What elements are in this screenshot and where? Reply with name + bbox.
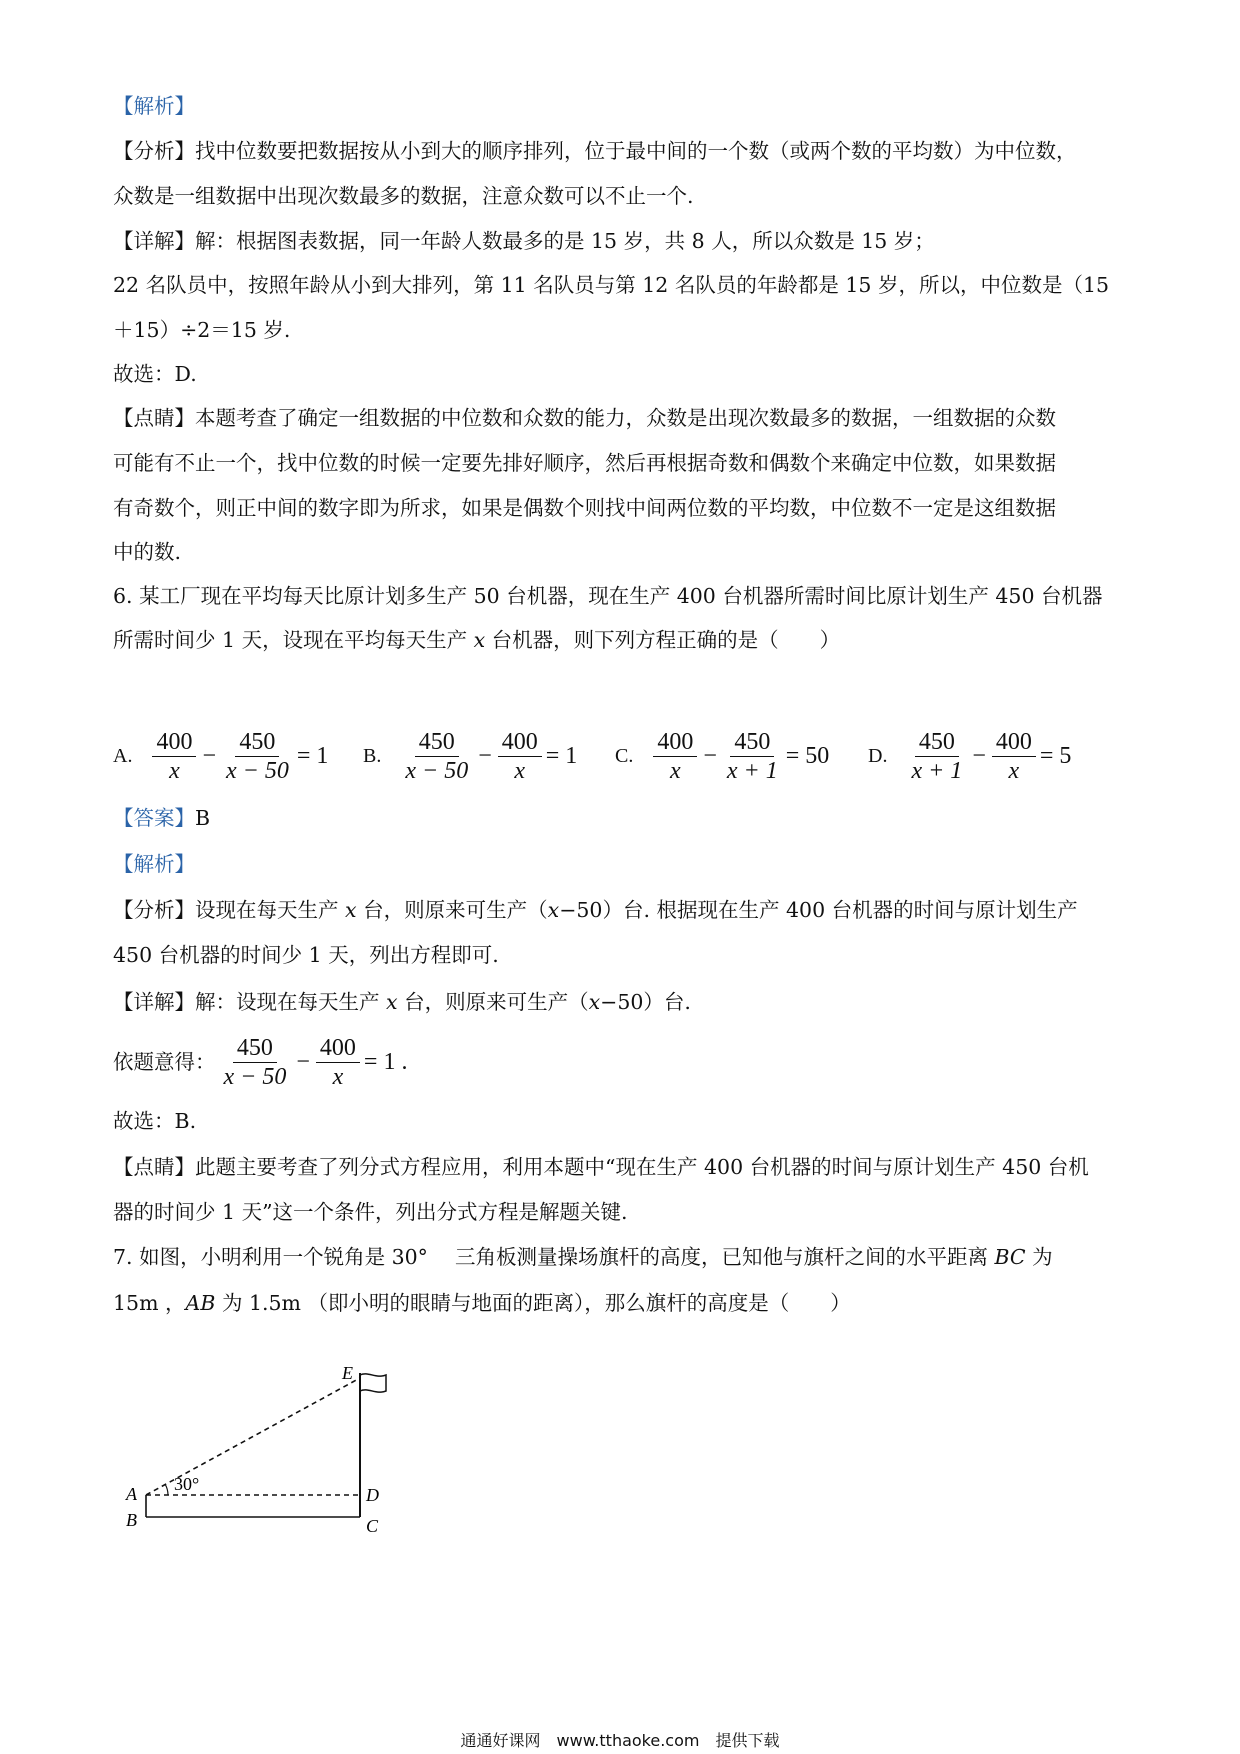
comment-5-line-2: 可能有不止一个，找中位数的时候一定要先排好顺序，然后再根据奇数和偶数个来确定中位数，如果数据 [113, 451, 1056, 475]
comment-5-line-1: 【点睛】本题考查了确定一组数据的中位数和众数的能力，众数是出现次数最多的数据，一组数据的众数 [113, 406, 1056, 430]
analysis-5-line-1: 【分析】找中位数要把数据按从小到大的顺序排列，位于最中间的一个数（或两个数的平均数）为中位数， [113, 139, 1077, 163]
label-b: B [126, 1510, 137, 1530]
label-c: C [366, 1516, 379, 1536]
q6-comment-line-2: 器的时间少 1 天”这一个条件，列出分式方程是解题关键. [113, 1200, 628, 1224]
detail-5-line-3: ＋15）÷2＝15 岁. [113, 318, 291, 342]
label-a: A [126, 1484, 137, 1504]
jiexi-heading-5: 【解析】 [113, 94, 195, 118]
q6-option-d: D. $\frac{450}{x + 1}$ − $\frac{400}{x}$ = 5 [868, 729, 1072, 784]
q7-stem-line-1: 7. 如图，小明利用一个锐角是 30° 三角板测量操场旗杆的高度，已知他与旗杆之间的水平距离 BC 为 [113, 1245, 1053, 1269]
label-e: E [342, 1363, 353, 1383]
choice-6: 故选：B. [113, 1109, 197, 1133]
choice-5: 故选：D. [113, 362, 197, 386]
angle-arc [165, 1484, 168, 1495]
q6-analysis-line-1: 【分析】设现在每天生产 x 台，则原来可生产（x−50）台. 根据现在生产 400 台机器的时间与原计划生产 [113, 898, 1078, 922]
q7-flagpole-figure [110, 1355, 410, 1540]
page-footer: 通通好课网 www.tthaoke.com 提供下载 [460, 1731, 780, 1750]
q7-stem-line-2: 15m ，AB 为 1.5m （即小明的眼睛与地面的距离），那么旗杆的高度是（ ） [113, 1291, 851, 1315]
analysis-5-line-2: 众数是一组数据中出现次数最多的数据，注意众数可以不止一个. [113, 184, 694, 208]
q6-stem-line-1: 6. 某工厂现在平均每天比原计划多生产 50 台机器，现在生产 400 台机器所需时间比原计划生产 450 台机器 [113, 584, 1103, 608]
comment-5-line-3: 有奇数个，则正中间的数字即为所求，如果是偶数个则找中间两位数的平均数，中位数不一定是这组数据 [113, 496, 1056, 520]
q6-option-c: C. $\frac{400}{x}$ − $\frac{450}{x + 1}$ = 50 [615, 729, 830, 784]
detail-5-line-1: 【详解】解：根据图表数据，同一年龄人数最多的是 15 岁，共 8 人，所以众数是 15 岁； [113, 229, 935, 253]
comment-5-line-4: 中的数. [113, 540, 182, 564]
q6-option-a: A. $\frac{400}{x}$ − $\frac{450}{x - 50}$ = 1 [113, 729, 329, 784]
flag-icon [360, 1374, 386, 1392]
label-d: D [366, 1485, 379, 1505]
q6-answer: 【答案】B [113, 806, 211, 830]
jiexi-heading-6: 【解析】 [113, 852, 195, 876]
q6-analysis-line-2: 450 台机器的时间少 1 天，列出方程即可. [113, 943, 499, 967]
q6-detail-line-1: 【详解】解：设现在每天生产 x 台，则原来可生产（x−50）台. [113, 990, 691, 1014]
q6-equation: 依题意得： $\frac{450}{x - 50}$ − $\frac{400}{x}$ = 1 . [113, 1034, 408, 1090]
q6-option-b: B. $\frac{450}{x - 50}$ − $\frac{400}{x}$ = 1 [363, 729, 578, 784]
detail-5-line-2: 22 名队员中，按照年龄从小到大排列，第 11 名队员与第 12 名队员的年龄都是 15 岁，所以，中位数是（15 [113, 273, 1110, 297]
q6-stem-line-2: 所需时间少 1 天，设现在平均每天生产 x 台机器，则下列方程正确的是（ ） [113, 628, 841, 652]
q6-comment-line-1: 【点睛】此题主要考查了列分式方程应用，利用本题中“现在生产 400 台机器的时间与原计划生产 450 台机 [113, 1155, 1089, 1179]
angle-label: 30° [174, 1474, 200, 1494]
